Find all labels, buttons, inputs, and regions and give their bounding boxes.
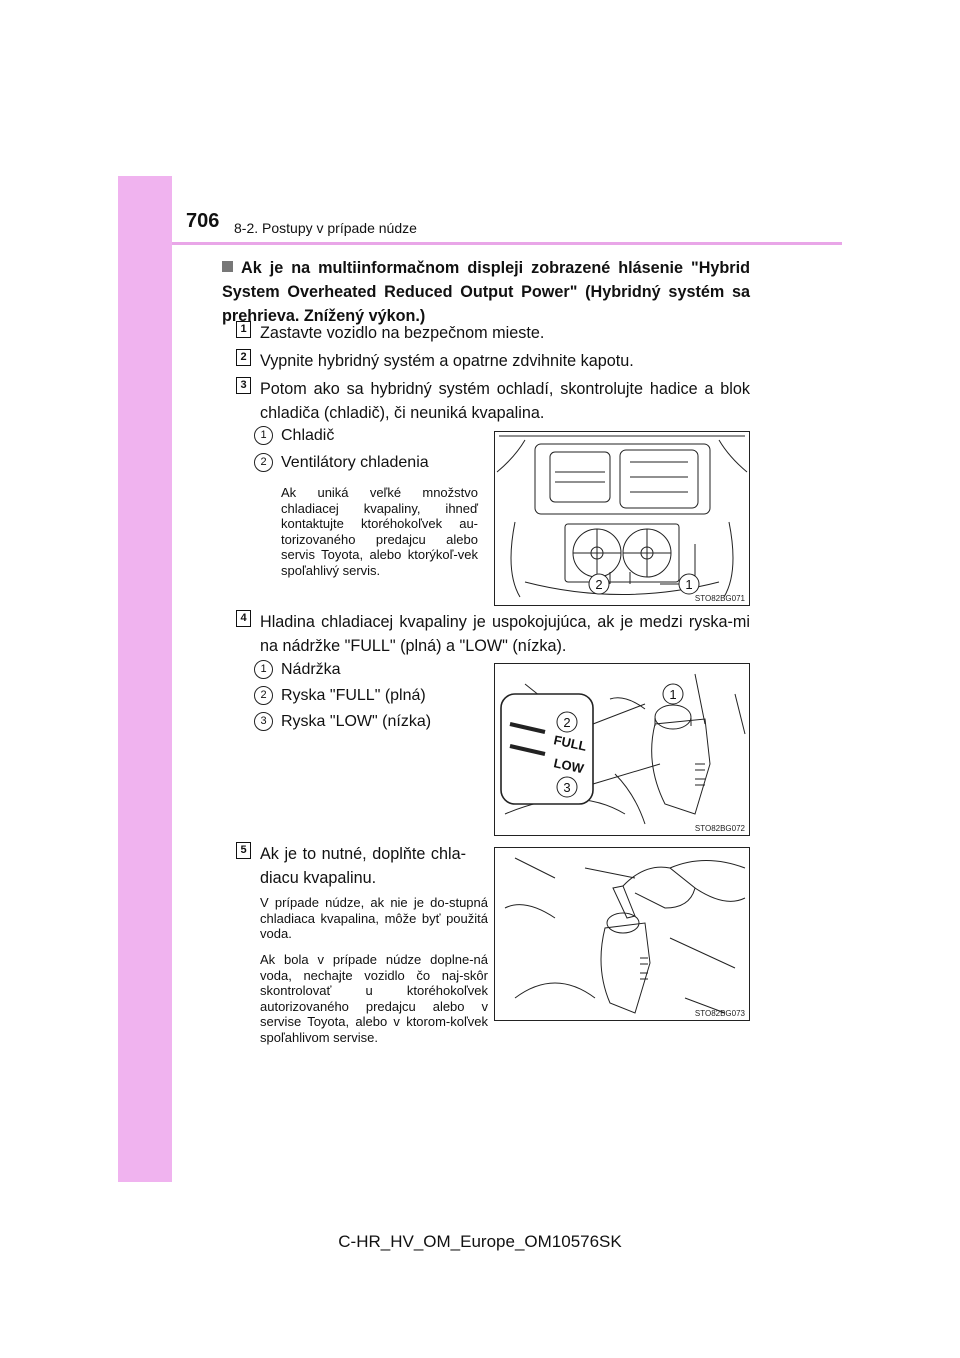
square-bullet-icon [222, 261, 233, 272]
item-number-circle: 3 [254, 712, 273, 731]
figure-code: STO82BG072 [694, 824, 745, 833]
step-text-3: Potom ako sa hybridný systém ochladí, skontrolujte hadice a blok chladiča (chladič), či neuniká kvapalina. [260, 380, 750, 422]
step3-note: Ak uniká veľké množstvo chladiacej kvapaliny, ihneď kontaktujte ktoréhokoľvek au-torizovaného predajcu alebo servis Toyota, alebo ktorýkoľ-vek spoľahlivý servis. [281, 485, 478, 578]
callout-3: 3 [563, 780, 571, 795]
section-title: 8-2. Postupy v prípade núdze [234, 220, 417, 236]
step-badge-3: 3 [236, 377, 251, 394]
reservoir-illustration [495, 664, 749, 835]
item-number-circle: 2 [254, 453, 273, 472]
item-label-radiator: Chladič [281, 427, 335, 444]
step5-note-2: Ak bola v prípade núdze doplne-ná voda, nechajte vozidlo čo naj-skôr skontrolovať u ktoréhokoľvek autorizovaného predajcu alebo v servise Toyota, alebo v ktorom-koľvek spoľahlivom servise. [260, 952, 488, 1045]
step-badge-5: 5 [236, 842, 251, 859]
page-number: 706 [186, 210, 220, 232]
step5-note-1: V prípade núdze, ak nie je do-stupná chladiaca kvapalina, môže byť použitá voda. [260, 895, 488, 941]
callout-1: 1 [685, 577, 693, 592]
item-label-fans: Ventilátory chladenia [281, 454, 429, 471]
callout-2: 2 [595, 577, 603, 592]
reservoir-figure [494, 663, 750, 836]
engine-bay-figure [494, 431, 750, 606]
step-text-4: Hladina chladiacej kvapaliny je uspokojujúca, ak je medzi ryska-mi na nádržke "FULL" (plná) a "LOW" (nízka). [260, 613, 750, 655]
step-text-2: Vypnite hybridný systém a opatrne zdvihnite kapotu. [260, 352, 634, 370]
item-label-low-line: Ryska "LOW" (nízka) [281, 713, 432, 730]
low-mark-label: LOW [552, 755, 586, 777]
item-number-circle: 1 [254, 426, 273, 445]
item-label-reservoir: Nádržka [281, 661, 341, 678]
refill-illustration [495, 848, 749, 1020]
section-heading [222, 256, 750, 328]
item-number-circle: 2 [254, 686, 273, 705]
step-badge-2: 2 [236, 349, 251, 366]
heading-text: Ak je na multiinformačnom displeji zobrazené hlásenie "Hybrid System Overheated Reduced Output Power" (Hybridný systém sa prehrieva. Znížený výkon.) [222, 259, 750, 325]
step-text-5: Ak je to nutné, doplňte chla-diacu kvapalinu. [260, 845, 466, 887]
full-mark-label: FULL [552, 732, 588, 754]
engine-bay-illustration [495, 432, 749, 605]
chapter-sidebar [118, 176, 172, 1182]
refill-figure [494, 847, 750, 1021]
callout-2: 2 [563, 715, 571, 730]
item-label-full-line: Ryska "FULL" (plná) [281, 687, 426, 704]
item-number-circle: 1 [254, 660, 273, 679]
header-divider [172, 242, 842, 245]
figure-code: STO82BG071 [694, 594, 745, 603]
step-badge-1: 1 [236, 321, 251, 338]
step-text-1: Zastavte vozidlo na bezpečnom mieste. [260, 324, 545, 342]
callout-1: 1 [669, 687, 677, 702]
footer-document-id: C-HR_HV_OM_Europe_OM10576SK [338, 1232, 622, 1251]
step-badge-4: 4 [236, 610, 251, 627]
figure-code: STO82BG073 [694, 1009, 745, 1018]
